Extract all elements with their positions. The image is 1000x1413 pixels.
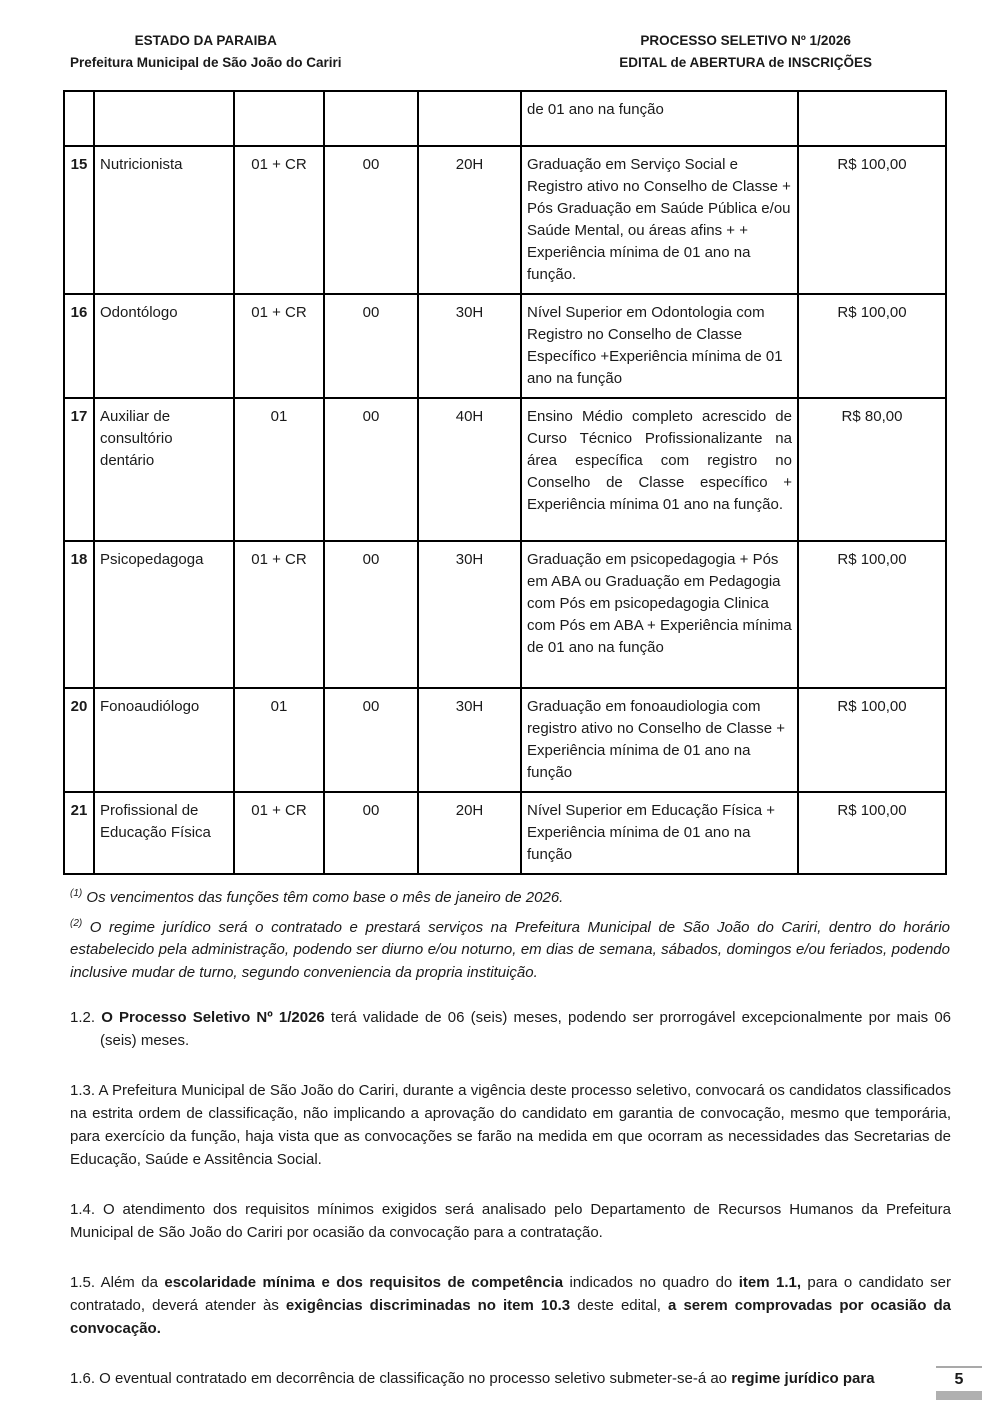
requirements-cell: Ensino Médio completo acrescido de Curso Técnico Profissionalizante na área específica com registro no Conselho de Classe específico + Experiência mínima 01 ano na função. [521, 398, 798, 541]
reserve-cell: 00 [324, 688, 418, 792]
fee-cell [798, 91, 946, 146]
vacancies-cell: 01 [234, 688, 324, 792]
requirements-cell: Graduação em psicopedagogia + Pós em ABA ou Graduação em Pedagogia com Pós em psicopedagogia Clinica com Pós em ABA + Experiência mínima de 01 ano na função [521, 541, 798, 688]
table-row [64, 91, 946, 146]
position-name-cell: Auxiliar de consultório dentário [94, 398, 234, 541]
requirements-cell: Graduação em fonoaudiologia com registro ativo no Conselho de Classe + Experiência mínima de 01 ano na função [521, 688, 798, 792]
weekly-hours-cell: 20H [418, 792, 521, 874]
row-number-cell: 15 [64, 146, 94, 294]
reserve-cell: 00 [324, 398, 418, 541]
page-footer [936, 1366, 982, 1400]
reserve-cell: 00 [324, 146, 418, 294]
paragraph-text: 1.6. O eventual contratado em decorrência de classificação no processo seletivo submeter-se-á ao [70, 1370, 732, 1387]
paragraph-bold-text: escolaridade mínima e dos requisitos de competência [164, 1274, 564, 1291]
position-name-cell: Psicopedagoga [94, 541, 234, 688]
weekly-hours-cell: 30H [418, 541, 521, 688]
table-row [64, 294, 946, 398]
header-left [70, 30, 342, 74]
table-row [64, 541, 946, 688]
paragraph-text: terá validade de 06 (seis) meses, podendo ser prorrogável excepcionalmente por mais 06 (seis) meses. [100, 1009, 952, 1049]
body-paragraphs [70, 1006, 951, 1390]
paragraph-1-3 [70, 1079, 951, 1171]
paragraph-1-2 [70, 1006, 951, 1052]
table-row [64, 146, 946, 294]
weekly-hours-cell [418, 91, 521, 146]
footnote: $^{(1)}$ Os vencimentos das funções têm como base o mês de janeiro de 2026. [70, 888, 564, 906]
vacancies-cell: 01 + CR [234, 146, 324, 294]
footer-bottom-bar [936, 1391, 982, 1400]
reserve-cell: 00 [324, 294, 418, 398]
paragraph-text: para o candidato ser contratado, deverá atender às [70, 1274, 951, 1314]
vacancies-cell: 01 + CR [234, 792, 324, 874]
row-number-cell: 18 [64, 541, 94, 688]
fee-cell: R$ 80,00 [798, 398, 946, 541]
reserve-cell [324, 91, 418, 146]
weekly-hours-cell: 30H [418, 294, 521, 398]
vacancies-cell: 01 + CR [234, 294, 324, 398]
position-name-cell [94, 91, 234, 146]
positions-table-body [64, 91, 946, 874]
paragraph-bold-text: item 1.1, [738, 1274, 801, 1291]
header-process-title: PROCESSO SELETIVO Nº 1/2026 [640, 33, 851, 48]
row-number-cell: 16 [64, 294, 94, 398]
header-municipality-title: Prefeitura Municipal de São João do Cariri [70, 55, 342, 70]
weekly-hours-cell: 20H [418, 146, 521, 294]
table-row [64, 688, 946, 792]
footnote-marker: (1) [70, 888, 83, 899]
position-name-cell: Fonoaudiólogo [94, 688, 234, 792]
weekly-hours-cell: 40H [418, 398, 521, 541]
position-name-cell: Nutricionista [94, 146, 234, 294]
paragraph-bold-text: regime jurídico para [731, 1370, 875, 1387]
position-name-cell: Odontólogo [94, 294, 234, 398]
fee-cell: R$ 100,00 [798, 146, 946, 294]
paragraph-text: 1.5. Além da [70, 1274, 165, 1291]
vacancies-cell [234, 91, 324, 146]
position-name-cell: Profissional de Educação Física [94, 792, 234, 874]
table-row [64, 398, 946, 541]
paragraph-bold-text: a serem comprovadas por ocasião da convocação. [70, 1297, 951, 1337]
row-number-cell [64, 91, 94, 146]
vacancies-cell: 01 [234, 398, 324, 541]
reserve-cell: 00 [324, 541, 418, 688]
paragraph-1-4 [70, 1198, 951, 1244]
fee-cell: R$ 100,00 [798, 792, 946, 874]
paragraph-bold-text: O Processo Seletivo Nº 1/2026 [101, 1009, 331, 1026]
paragraph-bold-text: exigências discriminadas no item 10.3 [285, 1297, 571, 1314]
page-number: 5 [954, 1371, 964, 1388]
page-header [0, 0, 1000, 74]
paragraph-1-6 [70, 1367, 951, 1390]
paragraph-text: deste edital, [570, 1297, 661, 1314]
requirements-cell: Nível Superior em Educação Física + Experiência mínima de 01 ano na função [521, 792, 798, 874]
paragraph-text: 1.4. O atendimento dos requisitos mínimos exigidos será analisado pelo Departamento de Recursos Humanos da Prefeitura Municipal de São João do Cariri por ocasião da convocação para a contratação. [70, 1201, 951, 1241]
row-number-cell: 21 [64, 792, 94, 874]
footnote-marker: (2) [70, 917, 83, 929]
fee-cell: R$ 100,00 [798, 294, 946, 398]
table-row [64, 792, 946, 874]
requirements-cell: Nível Superior em Odontologia com Registro no Conselho de Classe Específico +Experiência mínima de 01 ano na função [521, 294, 798, 398]
requirements-cell: Graduação em Serviço Social e Registro ativo no Conselho de Classe + Pós Graduação em Saúde Pública e/ou Saúde Mental, ou áreas afins + + Experiência mínima de 01 ano na função. [521, 146, 798, 294]
header-state-title: ESTADO DA PARAIBA [134, 33, 277, 48]
reserve-cell: 00 [324, 792, 418, 874]
header-edital-title: EDITAL de ABERTURA de INSCRIÇÕES [619, 55, 872, 70]
requirements-cell: de 01 ano na função [521, 91, 798, 146]
fee-cell: R$ 100,00 [798, 541, 946, 688]
row-number-cell: 20 [64, 688, 94, 792]
positions-table [63, 90, 947, 875]
paragraph-text: indicados no quadro do [563, 1274, 739, 1291]
footer-top-rule [936, 1366, 982, 1368]
paragraph-text: 1.3. A Prefeitura Municipal de São João do Cariri, durante a vigência deste processo seletivo, convocará os candidatos classificados na estrita ordem de classificação, não implicando a aprovação do candidato em garantia de convocação, mesmo que temporária, para exercício da função, haja vista que as convocações se farão na medida em que ocorram as necessidades das Secretarias de Educação, Saúde e Assitência Social. [70, 1082, 951, 1168]
row-number-cell: 17 [64, 398, 94, 541]
fee-cell: R$ 100,00 [798, 688, 946, 792]
weekly-hours-cell: 30H [418, 688, 521, 792]
vacancies-cell: 01 + CR [234, 541, 324, 688]
paragraph-text: 1.2. [70, 1009, 102, 1026]
paragraph-1-5 [70, 1271, 951, 1340]
footnote: $^{(2)}$ O regime jurídico será o contratado e prestará serviços na Prefeitura Municipal de São João do Cariri, dentro do horário estabelecido pela administração, podendo ser diurno e/ou noturno, em dias de semana, sábados, domingos e/ou feriados, podendo inclusive mudar de turno, segundo conveniencia da propria instituição. [70, 917, 950, 981]
header-right [619, 30, 872, 74]
footnotes [70, 887, 950, 984]
